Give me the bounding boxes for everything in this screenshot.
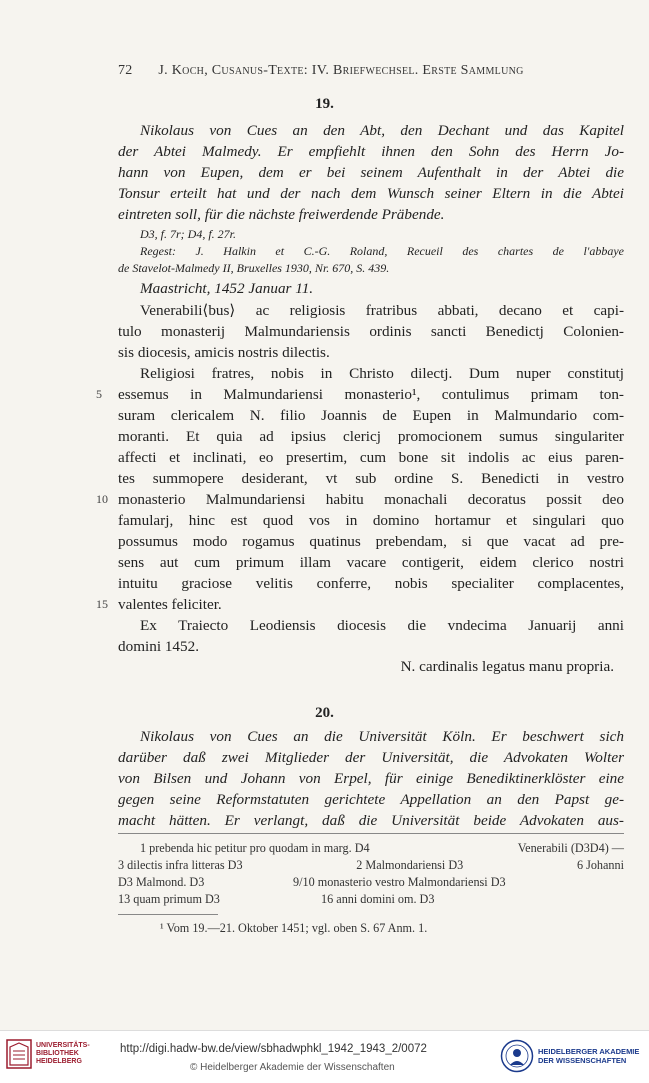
letter-line-text: sens aut cum primum illam vacare contigerit, eidem clerico nostri	[118, 554, 624, 571]
letter-line	[118, 405, 624, 426]
summary-line: hann von Eupen, dem er bei seinem Aufenthalt in der Abtei die	[118, 164, 624, 181]
letter-line-text: possumus modo rogamus quatinus prebendam, si que vacat ad pre-	[118, 533, 624, 550]
academy-logo-text: HEIDELBERGER AKADEMIE DER WISSENSCHAFTEN	[538, 1047, 640, 1065]
ub-logo-text: UNIVERSITÄTS- BIBLIOTHEK HEIDELBERG	[36, 1042, 90, 1065]
letter-line-text: valentes feliciter.	[118, 596, 222, 613]
apparatus-entry: 2 Malmondariensi D3	[356, 858, 464, 872]
letter-line-text: tulo monasterij Malmundariensis ordinis sancti Benedictj Colonien-	[118, 323, 624, 340]
letter-line-text: suram clericalem N. filio Joannis de Eupen in Malmundario com-	[118, 407, 624, 424]
letter-line-text: domini 1452.	[118, 638, 200, 655]
letter-line	[118, 321, 624, 342]
letter-line	[118, 447, 624, 468]
letter-line-text: famularj, hinc est quod vos in domino hortamur et singulari quo	[118, 512, 624, 529]
letter-line-text: sis diocesis, amicis nostris dilectis.	[118, 344, 330, 361]
footnote-rule	[118, 914, 218, 915]
line-number: 10	[96, 492, 108, 506]
apparatus-entry: D3 Malmond. D3	[118, 875, 205, 889]
doc19-summary	[118, 120, 624, 225]
apparatus-rule	[118, 833, 624, 834]
summary-line: gegen seine Reformstatuten gerichtete Appellation an den Papst ge-	[118, 791, 624, 808]
running-header	[118, 63, 524, 79]
ub-heidelberg-icon	[6, 1039, 32, 1069]
apparatus-entry: Venerabili (D3D4) —	[517, 841, 624, 855]
summary-line: macht hätten. Er verlangt, daß die Universität beide Advokaten aus-	[118, 812, 624, 829]
letter-line	[118, 531, 624, 552]
letter-line	[118, 426, 624, 447]
running-title: J. Koch, Cusanus-Texte: IV. Briefwechsel. Erste Sammlung	[158, 63, 524, 78]
letter-line-text: Religiosi fratres, nobis in Christo dilectj. Dum nuper constitutj	[140, 365, 624, 382]
letter-line-text: Ex Traiecto Leodiensis diocesis die vndecima Januarij anni	[140, 617, 624, 634]
apparatus-entry: 16 anni domini om. D3	[321, 892, 435, 906]
document-number-20: 20.	[315, 705, 334, 721]
university-library-logo[interactable]	[6, 1039, 90, 1069]
letter-line	[118, 342, 624, 363]
regest-line: Regest: J. Halkin et C.-G. Roland, Recueil des chartes de l'abbaye	[140, 244, 624, 258]
letter-line	[118, 363, 624, 384]
apparatus-entry: 6 Johanni	[576, 858, 624, 872]
letter-line	[118, 300, 624, 321]
doc19-sources-block	[118, 226, 624, 277]
line-number: 15	[96, 597, 108, 611]
letter-line-text: tes summopere desiderant, vt sub ordine S. Benedicti in vestro	[118, 470, 624, 487]
copyright-notice: © Heidelberger Akademie der Wissenschaften	[190, 1062, 395, 1073]
critical-apparatus	[118, 840, 624, 908]
letter-line	[96, 489, 624, 510]
apparatus-entry: 9/10 monasterio vestro Malmondariensi D3	[293, 875, 506, 889]
letter-line-text: affecti et inclinati, eo presertim, cum bone sit indolis ac eius paren-	[118, 449, 624, 466]
doc20-summary	[118, 726, 624, 831]
summary-line: Nikolaus von Cues an die Universität Köln. Er beschwert sich	[140, 728, 624, 745]
apparatus-entry: 1 prebenda hic petitur pro quodam in marg. D4	[140, 841, 370, 855]
summary-line: darüber daß zwei Mitglieder der Universität, die Advokaten Wolter	[118, 749, 624, 766]
doc19-date: Maastricht, 1452 Januar 11.	[140, 280, 314, 297]
academy-logo[interactable]	[500, 1039, 639, 1073]
footer-bar	[0, 1030, 649, 1083]
letter-line-text: monasterio Malmundariensi habitu monachali decoratus possit deo	[118, 491, 624, 508]
letter-line	[96, 384, 624, 405]
letter-line-text: moranti. Et quia ad ipsius clericj promocionem sumus singulariter	[118, 428, 624, 445]
letter-line	[118, 468, 624, 489]
letter-line-text: intuitu graciose velitis conferre, nobis specialiter complacentes,	[118, 575, 624, 592]
summary-line: eintreten soll, für die nächste freiwerdende Präbende.	[118, 206, 445, 223]
doc19-letter-text	[96, 300, 624, 657]
document-number-19: 19.	[315, 96, 334, 112]
letter-line	[118, 636, 624, 657]
academy-seal-icon	[500, 1039, 534, 1073]
summary-line: Tonsur erteilt hat und der nach dem Wunsch seiner Eltern in die Abtei	[118, 185, 624, 202]
manuscript-sources: D3, f. 7r; D4, f. 27r.	[140, 227, 237, 241]
page-number: 72	[118, 63, 133, 78]
apparatus-entry: 13 quam primum D3	[118, 892, 220, 906]
doc19-signature: N. cardinalis legatus manu propria.	[400, 658, 614, 675]
apparatus-entry: 3 dilectis infra litteras D3	[118, 858, 243, 872]
letter-line-text: essemus in Malmundariensi monasterio¹, contulimus primam ton-	[118, 386, 624, 403]
letter-line	[118, 615, 624, 636]
summary-line: von Bilsen und Johann von Erpel, für einige Benediktinerklöster eine	[118, 770, 624, 787]
permalink-url[interactable]: http://digi.hadw-bw.de/view/sbhadwphkl_1942_1943_2/0072	[120, 1043, 427, 1055]
summary-line: Nikolaus von Cues an den Abt, den Dechant und das Kapitel	[140, 122, 624, 139]
summary-line: der Abtei Malmedy. Er empfiehlt ihnen den Sohn des Herrn Jo-	[118, 143, 624, 160]
letter-line-text: Venerabili⟨bus⟩ ac religiosis fratribus abbati, decano et capi-	[140, 302, 624, 319]
footnote: ¹ Vom 19.—21. Oktober 1451; vgl. oben S. 67 Anm. 1.	[160, 921, 428, 935]
letter-line	[118, 552, 624, 573]
letter-line	[96, 594, 624, 615]
letter-line	[118, 573, 624, 594]
letter-line	[118, 510, 624, 531]
regest-line: de Stavelot-Malmedy II, Bruxelles 1930, Nr. 670, S. 439.	[118, 261, 390, 275]
line-number: 5	[96, 387, 102, 401]
